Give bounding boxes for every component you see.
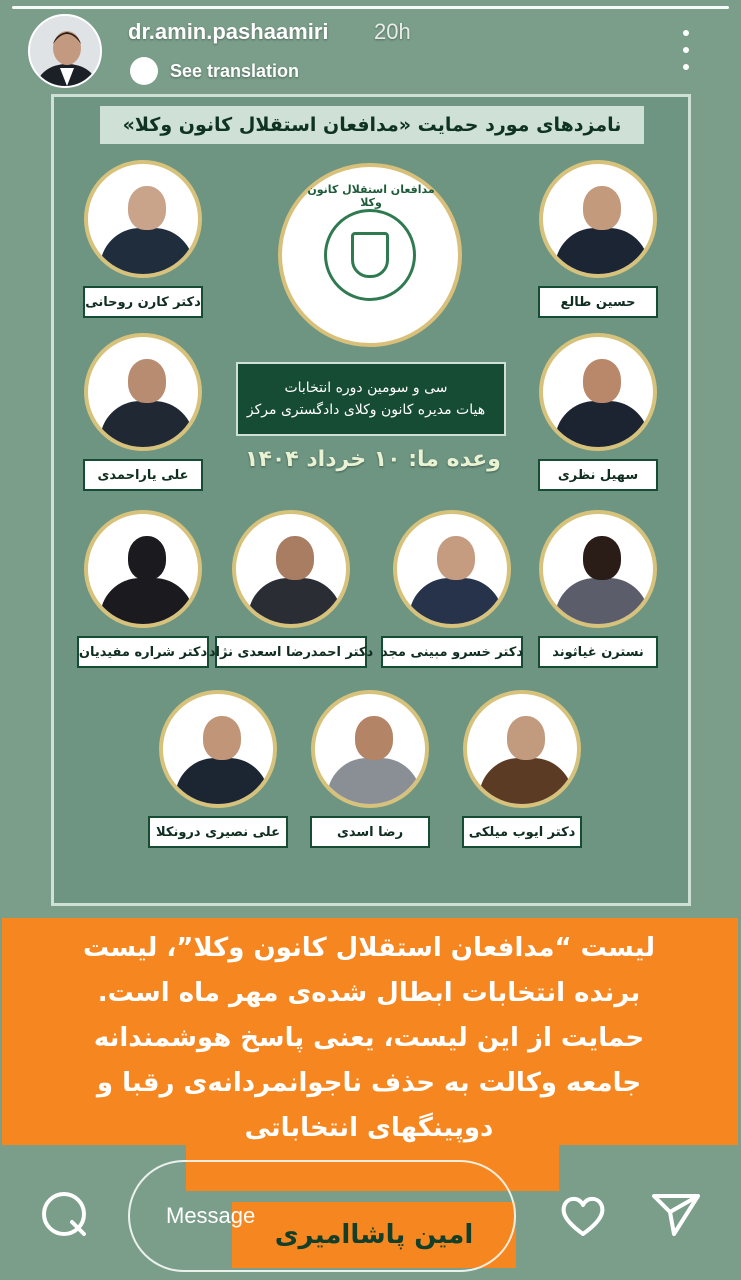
story-username[interactable]: dr.amin.pashaamiri [128,19,329,44]
election-line-1: سی و سومین دوره انتخابات [284,380,448,396]
more-vert-icon[interactable] [676,30,696,70]
candidate-photo [463,690,581,808]
candidate-name: دکتر ایوب میلکی [462,816,582,848]
candidate-photo [84,510,202,628]
candidate-photo [84,160,202,278]
see-translation-label: See translation [170,60,300,81]
candidate-photo [159,690,277,808]
heart-icon[interactable] [555,1188,611,1244]
candidate-name: دکتر کارن روحانی [83,286,203,318]
camera-icon[interactable] [36,1186,92,1242]
candidate-card [510,510,686,668]
translate-icon [130,57,158,85]
association-logo [278,163,462,347]
election-date: وعده ما: ۱۰ خرداد ۱۴۰۴ [245,447,501,472]
see-translation-button[interactable] [130,57,299,85]
caption-line: حمایت از این لیست، یعنی پاسخ هوشمندانه [93,1023,645,1053]
candidate-photo [539,333,657,451]
poster-headline: نامزدهای مورد حمایت «مدافعان استقلال کانون وکلا» [100,106,644,144]
candidate-name: دکتر احمدرضا اسعدی نژاد [215,636,367,668]
caption-signature: امین پاشاامیری [232,1202,516,1268]
candidate-name: دکتر شراره مفیدیان [77,636,209,668]
candidate-name: سهیل نظری [538,459,658,491]
caption-line: جامعه وکالت به حذف ناجوانمردانه‌ی رقبا و [96,1068,642,1098]
candidate-card [434,690,610,848]
candidate-photo [393,510,511,628]
logo-text: مدافعان استقلال کانون وکلا [307,183,435,209]
story-timestamp: 20h [374,19,411,44]
avatar[interactable] [28,14,102,88]
candidate-card [55,333,231,491]
candidate-name: حسین طالع [538,286,658,318]
candidate-photo [232,510,350,628]
election-line-2: هیات مدیره کانون وکلای دادگستری مرکز [246,402,486,418]
candidate-card [203,510,379,668]
candidate-name: دکتر خسرو مبینی مجد [381,636,523,668]
message-input[interactable] [128,1160,516,1272]
candidate-card [55,160,231,318]
candidate-name: علی یاراحمدی [83,459,203,491]
story-progress-bar [12,6,729,9]
caption-line: دوپینگهای انتخاباتی [244,1113,494,1143]
candidate-photo [311,690,429,808]
candidate-name: رضا اسدی [310,816,430,848]
caption-line: لیست “مدافعان استقلال کانون وکلا”، لیست [83,933,655,963]
candidate-photo [539,160,657,278]
candidate-photo [84,333,202,451]
logo-emblem-icon [324,209,416,301]
candidate-card [130,690,306,848]
candidate-card [510,160,686,318]
candidate-name: علی نصیری درونکلا [148,816,288,848]
send-icon[interactable] [648,1186,704,1242]
election-box [236,362,506,436]
candidate-card [510,333,686,491]
candidate-name: نسترن غیاثوند [538,636,658,668]
story-caption [10,926,728,1151]
caption-line: برنده انتخابات ابطال شده‌ی مهر ماه است. [97,978,641,1008]
candidate-card [282,690,458,848]
candidate-photo [539,510,657,628]
